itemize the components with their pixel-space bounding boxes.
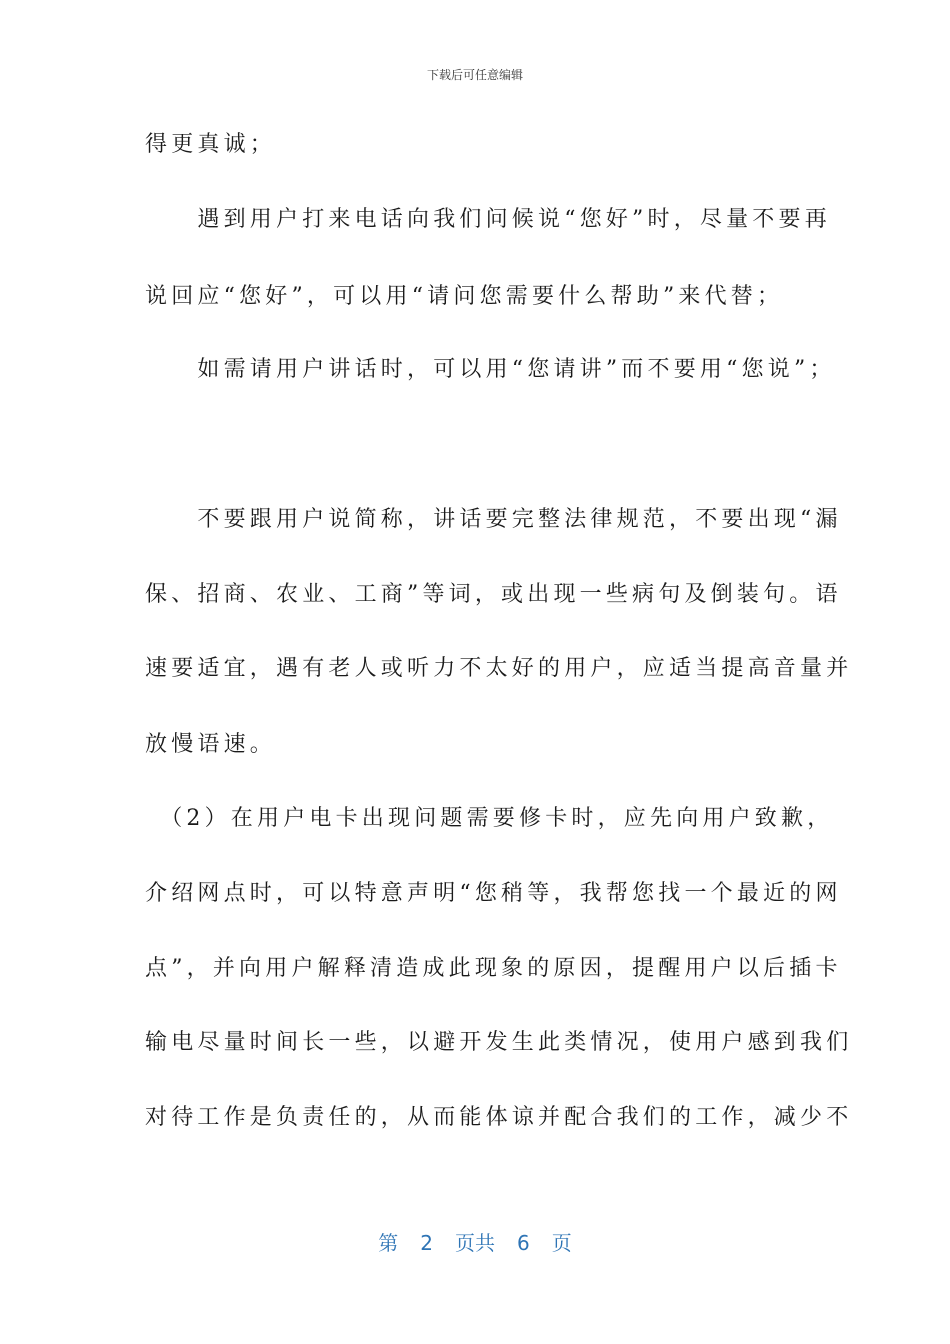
footer-middle: 页共 [455,1231,495,1255]
body-line-1: 得更真诚； [145,132,277,157]
body-line-5: 不要跟用户说简称，讲话要完整法律规范，不要出现“漏 [145,507,842,532]
page-footer [0,1227,950,1256]
body-line-4: 如需请用户讲话时，可以用“您请讲”而不要用“您说”； [145,357,836,382]
body-line-8: 放慢语速。 [145,732,277,757]
current-page-number: 2 [420,1231,433,1255]
total-pages-number: 6 [517,1231,530,1255]
body-line-9: （2）在用户电卡出现问题需要修卡时，应先向用户致歉， [145,806,834,831]
footer-prefix: 第 [378,1231,399,1255]
body-line-2: 遇到用户打来电话向我们问候说“您好”时，尽量不要再 [145,207,831,232]
body-line-7: 速要适宜，遇有老人或听力不太好的用户，应适当提高音量并 [145,656,853,681]
page-header: 下载后可任意编辑 [426,68,523,82]
body-line-12: 输电尽量时间长一些，以避开发生此类情况，使用户感到我们 [145,1030,853,1055]
body-line-10: 介绍网点时，可以特意声明“您稍等，我帮您找一个最近的网 [145,881,842,906]
footer-suffix: 页 [551,1231,572,1255]
body-line-13: 对待工作是负责任的，从而能体谅并配合我们的工作，减少不 [145,1105,853,1130]
body-line-6: 保、招商、农业、工商”等词，或出现一些病句及倒装句。语 [145,582,842,607]
body-line-11: 点”，并向用户解释清造成此现象的原因，提醒用户以后插卡 [145,956,842,981]
body-line-3: 说回应“您好”，可以用“请问您需要什么帮助”来代替； [145,284,784,309]
